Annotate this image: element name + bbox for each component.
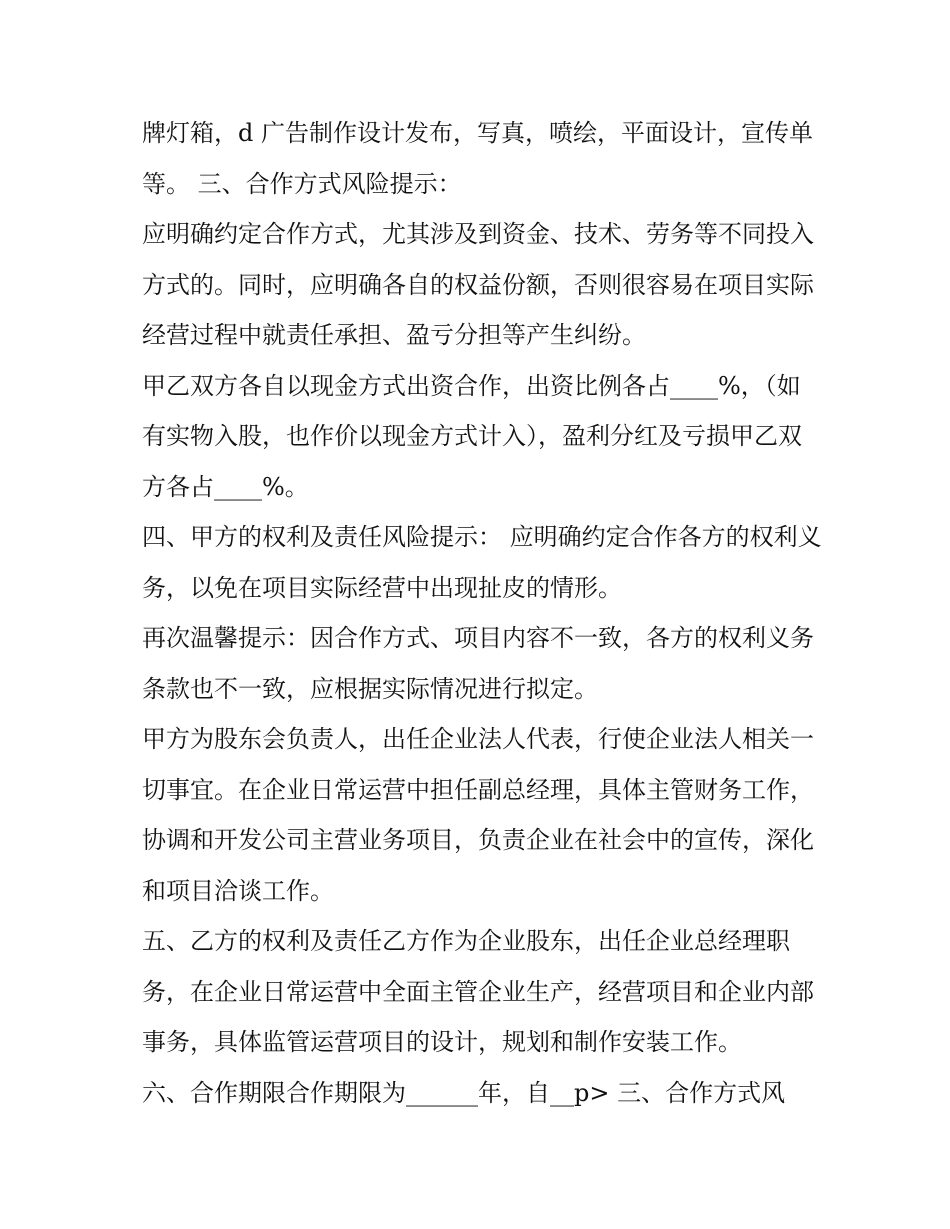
paragraph-reminder: 再次温馨提示：因合作方式、项目内容不一致，各方的权利义务条款也不一致，应根据实际情况进行拟定。 [142,624,814,703]
paragraph-party-a-duties: 甲方为股东会负责人，出任企业法人代表，行使企业法人相关一切事宜。在企业日常运营中担任副总经理，具体主管财务工作，协调和开发公司主营业务项目，负责企业在社会中的宣传，深化和项目洽谈工作。 [142,725,814,905]
paragraph-party-b-rights: 五、乙方的权利及责任乙方作为企业股东，出任企业总经理职务，在企业日常运营中全面主管企业生产，经营项目和企业内部事务，具体监管运营项目的设计，规划和制作安装工作。 [142,927,814,1056]
paragraph-capital-contribution: 甲乙双方各自以现金方式出资合作，出资比例各占____%，（如有实物入股，也作价以现金方式计入），盈利分红及亏损甲乙双方各占____%。 [142,371,802,501]
document-body [142,108,822,1118]
paragraph-cooperation-mode-advice: 应明确约定合作方式，尤其涉及到资金、技术、劳务等不同投入方式的。同时，应明确各自的权益份额，否则很容易在项目实际经营过程中就责任承担、盈亏分担等产生纠纷。 [142,220,814,349]
paragraph-cooperation-term: 六、合作期限合作期限为______年，自__p> 三、合作方式风 [142,1078,786,1107]
paragraph-party-a-rights-heading: 四、甲方的权利及责任风险提示： 应明确约定合作各方的权利义务，以免在项目实际经营中出现扯皮的情形。 [142,523,822,602]
paragraph-scope-and-risk-heading: 牌灯箱，d 广告制作设计发布，写真，喷绘，平面设计，宣传单等。 三、合作方式风险提示： [142,119,813,198]
